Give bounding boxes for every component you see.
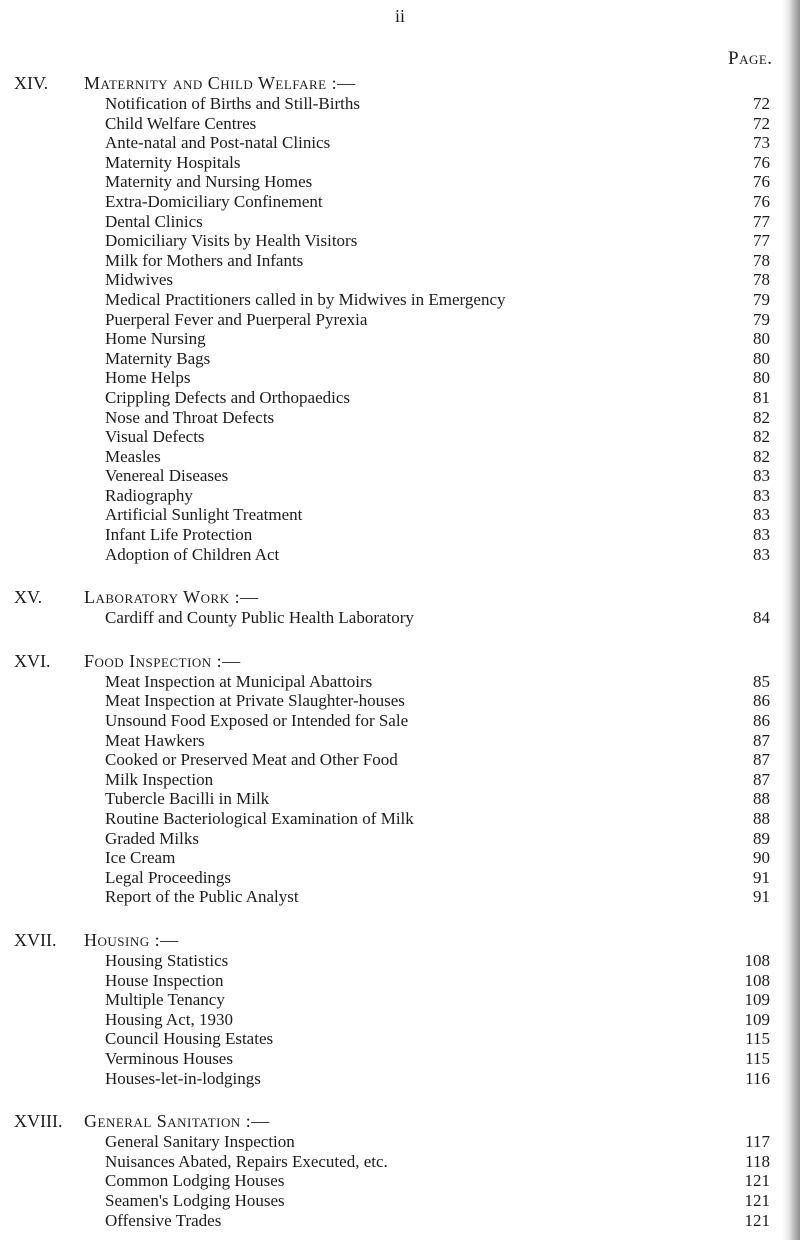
toc-entry	[0, 1069, 800, 1089]
toc-entry	[0, 951, 800, 971]
entry-title: Extra-Domiciliary Confinement	[105, 191, 323, 211]
entry-title: Nose and Throat Defects	[105, 407, 275, 427]
entry-title: Council Housing Estates	[105, 1029, 274, 1049]
entry-title: Radiography	[105, 485, 193, 505]
toc-entry	[0, 505, 800, 525]
toc-entry	[0, 868, 800, 888]
toc-entry	[0, 990, 800, 1010]
toc-entry	[0, 545, 800, 565]
entry-title: General Sanitary Inspection	[105, 1132, 295, 1152]
toc-entry	[0, 270, 800, 290]
toc-entry	[0, 1191, 800, 1211]
entry-page-number: 91	[753, 887, 770, 907]
entry-page-number: 88	[753, 809, 770, 828]
entry-page-number: 73	[753, 133, 770, 153]
toc-entry	[0, 486, 800, 506]
entry-title: Crippling Defects and Orthopaedics	[105, 387, 351, 407]
entry-page-number: 109	[744, 1009, 770, 1029]
entry-page-number: 85	[753, 671, 770, 691]
entry-page-number: 109	[744, 990, 770, 1010]
entry-title: Housing Act, 1930	[105, 1009, 233, 1029]
section-title: Food Inspection :—	[84, 650, 241, 671]
entry-title: Domiciliary Visits by Health Visitors	[105, 231, 358, 251]
entry-title: Midwives	[105, 270, 173, 290]
toc-entry	[0, 466, 800, 486]
entry-page-number: 72	[753, 113, 770, 133]
toc-section	[0, 1110, 800, 1230]
toc-entry	[0, 172, 800, 192]
entry-title: Graded Milks	[105, 828, 199, 848]
toc-entry	[0, 672, 800, 692]
entry-page-number: 76	[753, 191, 770, 211]
entry-page-number: 80	[753, 329, 770, 349]
toc-entry	[0, 114, 800, 134]
page-number: ii	[394, 6, 405, 26]
entry-title: Milk Inspection	[105, 769, 214, 789]
entry-page-number: 83	[753, 505, 770, 525]
toc-entry	[0, 94, 800, 114]
entry-title: Infant Life Protection	[105, 525, 253, 545]
entry-title: Venereal Diseases	[105, 466, 229, 486]
toc-entry	[0, 212, 800, 232]
toc-entry	[0, 231, 800, 251]
entry-page-number: 84	[753, 608, 770, 628]
table-of-contents	[0, 72, 800, 1252]
entry-title: Ice Cream	[105, 848, 176, 868]
toc-entry	[0, 608, 800, 628]
entry-title: Measles	[105, 446, 161, 466]
toc-entry	[0, 809, 800, 829]
toc-entry	[0, 427, 800, 447]
toc-section	[0, 650, 800, 907]
entry-title: Ante-natal and Post-natal Clinics	[105, 133, 331, 153]
entry-title: Dental Clinics	[105, 211, 203, 231]
entry-page-number: 82	[753, 446, 770, 466]
entry-page-number: 83	[753, 466, 770, 486]
entry-page-number: 83	[753, 544, 770, 564]
entry-title: Housing Statistics	[105, 950, 229, 970]
entry-page-number: 83	[753, 525, 770, 545]
entry-page-number: 87	[753, 750, 770, 770]
entry-title: Adoption of Children Act	[105, 544, 280, 564]
entry-title: Verminous Houses	[105, 1048, 233, 1068]
entry-page-number: 87	[753, 769, 770, 789]
section-numeral: XVIII.	[14, 1111, 63, 1132]
entry-title: Maternity Hospitals	[105, 152, 241, 172]
entry-title: Unsound Food Exposed or Intended for Sale	[105, 711, 409, 731]
entry-title: Meat Hawkers	[105, 730, 205, 750]
entry-page-number: 89	[753, 828, 770, 848]
entry-title: Nuisances Abated, Repairs Executed, etc.	[105, 1151, 388, 1171]
toc-entry	[0, 1029, 800, 1049]
entry-page-number: 121	[744, 1210, 770, 1230]
entry-page-number: 78	[753, 270, 770, 290]
toc-entry	[0, 1132, 800, 1152]
entry-page-number: 80	[753, 348, 770, 368]
section-numeral: XIV.	[14, 73, 49, 93]
entry-title: Legal Proceedings	[105, 867, 232, 887]
entry-page-number: 87	[753, 730, 770, 750]
entry-page-number: 83	[753, 485, 770, 505]
entry-title: Offensive Trades	[105, 1210, 222, 1230]
toc-section	[0, 586, 800, 628]
entry-page-number: 79	[753, 309, 770, 329]
entry-page-number: 88	[753, 789, 770, 809]
entry-page-number: 86	[753, 711, 770, 731]
entry-title: Home Helps	[105, 368, 191, 388]
toc-entry	[0, 691, 800, 711]
toc-entry	[0, 408, 800, 428]
toc-entry	[0, 290, 800, 310]
toc-entry	[0, 971, 800, 991]
entry-page-number: 81	[753, 387, 770, 407]
entry-title: Child Welfare Centres	[105, 113, 257, 133]
toc-entry	[0, 711, 800, 731]
section-numeral: XVII.	[14, 929, 57, 950]
toc-entry	[0, 731, 800, 751]
toc-entry	[0, 848, 800, 868]
entry-title: Maternity and Nursing Homes	[105, 172, 313, 192]
entry-page-number: 72	[753, 94, 770, 113]
entry-title: Routine Bacteriological Examination of Milk	[105, 809, 414, 828]
entry-title: Artificial Sunlight Treatment	[105, 505, 303, 525]
toc-entry	[0, 349, 800, 369]
toc-entry	[0, 770, 800, 790]
toc-entry	[0, 1152, 800, 1172]
entry-title: Report of the Public Analyst	[105, 887, 299, 907]
entry-title: Seamen's Lodging Houses	[105, 1190, 285, 1210]
entry-page-number: 77	[753, 211, 770, 231]
entry-page-number: 77	[753, 231, 770, 251]
entry-page-number: 80	[753, 368, 770, 388]
toc-entry	[0, 789, 800, 809]
toc-entry	[0, 368, 800, 388]
toc-entry	[0, 388, 800, 408]
entry-title: Medical Practitioners called in by Midwives in Emergency	[105, 289, 506, 309]
entry-title: Cooked or Preserved Meat and Other Food	[105, 750, 398, 770]
entry-title: House Inspection	[105, 970, 224, 990]
entry-title: Puerperal Fever and Puerperal Pyrexia	[105, 309, 368, 329]
toc-entry	[0, 829, 800, 849]
entry-page-number: 90	[753, 848, 770, 868]
entry-page-number: 116	[745, 1068, 770, 1088]
entry-page-number: 82	[753, 427, 770, 447]
toc-entry	[0, 887, 800, 907]
toc-entry	[0, 329, 800, 349]
section-title: General Sanitation :—	[84, 1111, 270, 1132]
entry-page-number: 76	[753, 152, 770, 172]
toc-section	[0, 929, 800, 1088]
section-title: Maternity and Child Welfare :—	[84, 73, 356, 93]
toc-entry	[0, 1211, 800, 1231]
toc-entry	[0, 192, 800, 212]
section-title: Laboratory Work :—	[84, 587, 259, 608]
toc-entry	[0, 310, 800, 330]
entry-page-number: 118	[745, 1151, 770, 1171]
toc-section	[0, 72, 800, 564]
entry-title: Milk for Mothers and Infants	[105, 250, 304, 270]
entry-page-number: 78	[753, 250, 770, 270]
entry-title: Cardiff and County Public Health Laboratory	[105, 608, 414, 628]
entry-title: Tubercle Bacilli in Milk	[105, 789, 270, 809]
toc-entry	[0, 1171, 800, 1191]
entry-title: Houses-let-in-lodgings	[105, 1068, 261, 1088]
entry-page-number: 82	[753, 407, 770, 427]
section-numeral: XV.	[14, 587, 43, 608]
entry-page-number: 115	[745, 1029, 770, 1049]
entry-page-number: 76	[753, 172, 770, 192]
toc-entry	[0, 1010, 800, 1030]
entry-title: Notification of Births and Still-Births	[105, 94, 360, 113]
entry-title: Maternity Bags	[105, 348, 211, 368]
entry-page-number: 108	[744, 950, 770, 970]
page-column-heading: Page.	[728, 48, 773, 69]
entry-title: Multiple Tenancy	[105, 990, 225, 1010]
entry-title: Home Nursing	[105, 329, 206, 349]
entry-title: Common Lodging Houses	[105, 1171, 285, 1191]
toc-entry	[0, 153, 800, 173]
toc-entry	[0, 750, 800, 770]
toc-entry	[0, 251, 800, 271]
entry-page-number: 86	[753, 691, 770, 711]
entry-page-number: 79	[753, 289, 770, 309]
section-numeral: XVI.	[14, 650, 51, 671]
entry-title: Meat Inspection at Private Slaughter-houses	[105, 691, 405, 711]
entry-page-number: 91	[753, 867, 770, 887]
toc-entry	[0, 447, 800, 467]
entry-page-number: 115	[745, 1048, 770, 1068]
entry-title: Meat Inspection at Municipal Abattoirs	[105, 671, 373, 691]
entry-title: Visual Defects	[105, 427, 205, 447]
section-title: Housing :—	[84, 929, 179, 950]
entry-page-number: 121	[744, 1190, 770, 1210]
toc-entry	[0, 133, 800, 153]
entry-page-number: 108	[744, 970, 770, 990]
entry-page-number: 121	[744, 1171, 770, 1191]
toc-entry	[0, 525, 800, 545]
entry-page-number: 117	[745, 1132, 770, 1152]
toc-entry	[0, 1049, 800, 1069]
